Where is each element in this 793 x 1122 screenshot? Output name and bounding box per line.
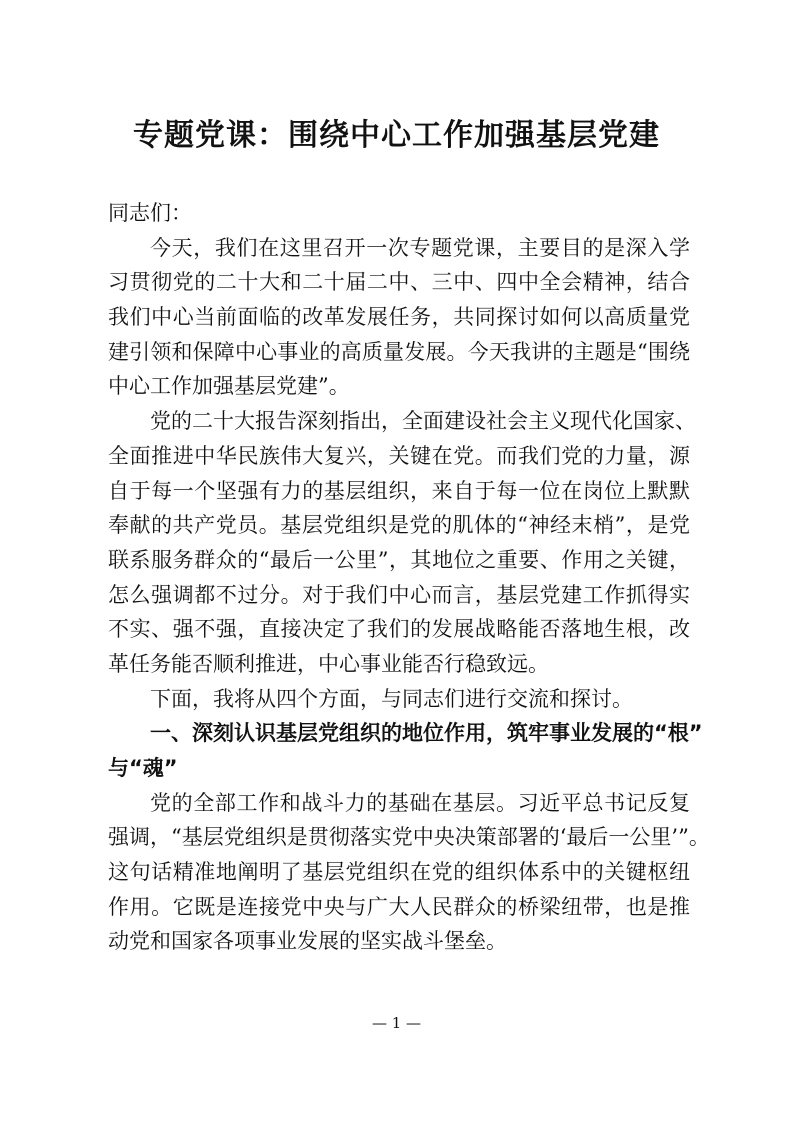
text-line: 联系服务群众的“最后一公里”，其地位之重要、作用之关键， [108, 547, 690, 572]
paragraph [108, 682, 690, 717]
text-line: 建引领和保障中心事业的高质量发展。今天我讲的主题是“围绕 [108, 339, 690, 364]
text-line: 今天，我们在这里召开一次专题党课，主要目的是深入学 [150, 235, 690, 260]
text-line: 奉献的共产党员。基层党组织是党的肌体的“神经末梢”，是党 [108, 513, 690, 538]
text-line: 怎么强调都不过分。对于我们中心而言，基层党建工作抓得实 [108, 582, 690, 607]
text-line: 党的全部工作和战斗力的基础在基层。习近平总书记反复 [150, 790, 690, 815]
text-line: 全面推进中华民族伟大复兴，关键在党。而我们党的力量，源 [108, 443, 690, 468]
page-number: — 1 — [371, 1014, 422, 1032]
text-line: 革任务能否顺利推进，中心事业能否行稳致远。 [108, 651, 549, 676]
document-title: 专题党课：围绕中心工作加强基层党建 [133, 118, 660, 153]
paragraphs [108, 231, 710, 959]
section-heading [108, 716, 703, 785]
paragraph [108, 786, 710, 959]
text-line: 强调，“基层党组织是贯彻落实党中央决策部署的‘最后一公里’”。 [108, 825, 710, 850]
text-line: 自于每一个坚强有力的基层组织，来自于每一位在岗位上默默 [108, 478, 690, 503]
text-line: 中心工作加强基层党建”。 [108, 374, 350, 399]
text-line: 一、深刻认识基层党组织的地位作用，筑牢事业发展的“根” [150, 721, 703, 746]
salutation: 同志们： [108, 201, 192, 225]
text-line: 习贯彻党的二十大和二十届二中、三中、四中全会精神，结合 [108, 270, 690, 295]
text-line: 我们中心当前面临的改革发展任务，共同探讨如何以高质量党 [108, 305, 690, 330]
text-line: 这句话精准地阐明了基层党组织在党的组织体系中的关键枢纽 [108, 860, 690, 885]
text-line: 不实、强不强，直接决定了我们的发展战略能否落地生根，改 [108, 617, 690, 642]
text-line: 下面，我将从四个方面，与同志们进行交流和探讨。 [150, 686, 633, 711]
document-body [108, 196, 710, 959]
paragraph [108, 404, 696, 682]
text-line: 动党和国家各项事业发展的坚实战斗堡垒。 [108, 929, 507, 954]
text-line: 党的二十大报告深刻指出，全面建设社会主义现代化国家、 [150, 409, 696, 434]
paragraph [108, 231, 690, 404]
text-line: 作用。它既是连接党中央与广大人民群众的桥梁纽带，也是推 [108, 894, 690, 919]
text-line: 与“魂” [108, 756, 178, 780]
